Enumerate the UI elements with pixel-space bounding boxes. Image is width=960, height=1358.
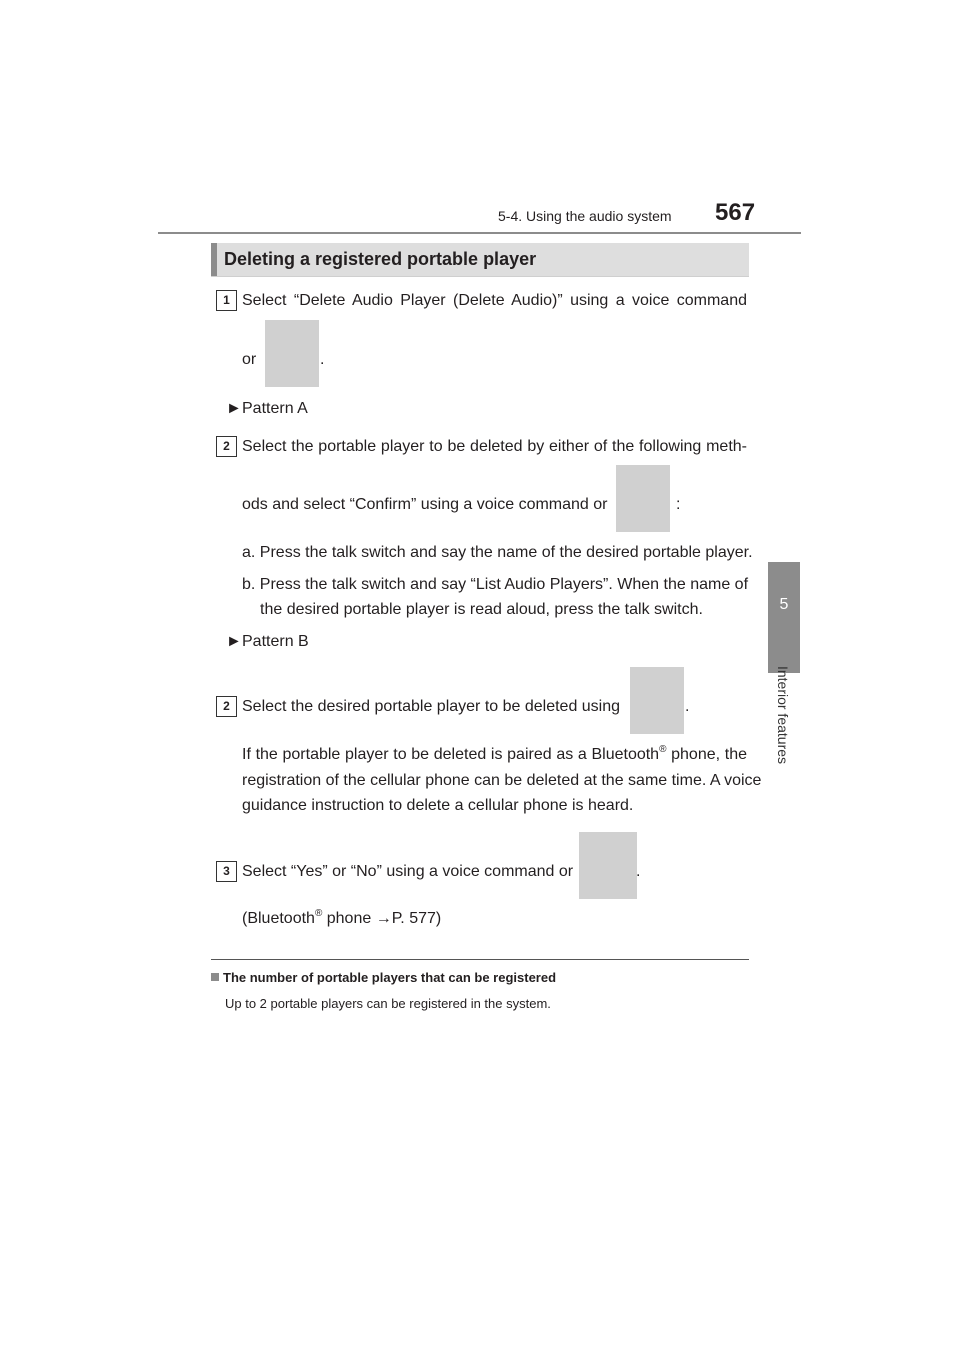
section-title-accent — [211, 243, 217, 276]
step-3-badge: 3 — [216, 861, 237, 882]
bluetooth-paragraph-line1: If the portable player to be deleted is paired as a Bluetooth® phone, the — [242, 744, 747, 763]
step-2b-badge: 2 — [216, 696, 237, 717]
screen-button-image — [579, 832, 637, 899]
section-title: Deleting a registered portable player — [224, 249, 537, 269]
chapter-label-text: Interior features — [775, 665, 791, 765]
note-heading: The number of portable players that can be registered — [211, 970, 556, 985]
screen-button-image — [265, 320, 319, 387]
option-a: a. Press the talk switch and say the name of the desired portable player. — [242, 544, 753, 561]
step-2a-text: Select the portable player to be deleted by either of the following meth- — [242, 438, 747, 455]
step-2a-badge: 2 — [216, 436, 237, 457]
bluetooth-paragraph-line3: guidance instruction to delete a cellular phone is heard. — [242, 797, 634, 814]
step-2a-colon: : — [676, 496, 681, 513]
option-b: b. Press the talk switch and say “List Audio Players”. When the name of — [242, 576, 749, 593]
step-2b-text: Select the desired portable player to be deleted using — [242, 698, 621, 715]
bluetooth-phone-reference: (Bluetooth® phone →P. 577) — [242, 908, 442, 927]
step-1-text: Select “Delete Audio Player (Delete Audio)” using a voice command — [242, 292, 747, 309]
bluetooth-paragraph-line2: registration of the cellular phone can be deleted at the same time. A voice — [242, 772, 762, 789]
screen-button-image — [616, 465, 670, 532]
option-b-continued: the desired portable player is read aloud, press the talk switch. — [260, 601, 703, 618]
step-1-or: or — [242, 351, 257, 368]
note-square-icon — [211, 973, 219, 981]
header-section-title: 5-4. Using the audio system — [498, 208, 672, 224]
note-body: Up to 2 portable players can be registered in the system. — [225, 996, 551, 1011]
step-2b-period: . — [685, 698, 690, 715]
step-2a-text-line2: ods and select “Confirm” using a voice command or — [242, 496, 608, 513]
header-divider — [158, 232, 801, 234]
screen-button-image — [630, 667, 684, 734]
notes-divider — [211, 959, 749, 960]
step-1-period: . — [320, 351, 325, 368]
step-1-badge: 1 — [216, 290, 237, 311]
pattern-a-label: Pattern A — [242, 400, 308, 417]
section-title-bar — [211, 243, 749, 277]
pattern-b-arrow-icon: ► — [226, 633, 242, 650]
chapter-number: 5 — [779, 596, 789, 613]
page-number: 567 — [715, 199, 756, 226]
step-3-period: . — [636, 863, 641, 880]
pattern-a-arrow-icon: ► — [226, 400, 242, 417]
step-3-text: Select “Yes” or “No” using a voice command or — [242, 863, 574, 880]
pattern-b-label: Pattern B — [242, 633, 309, 650]
chapter-tab — [768, 562, 800, 673]
